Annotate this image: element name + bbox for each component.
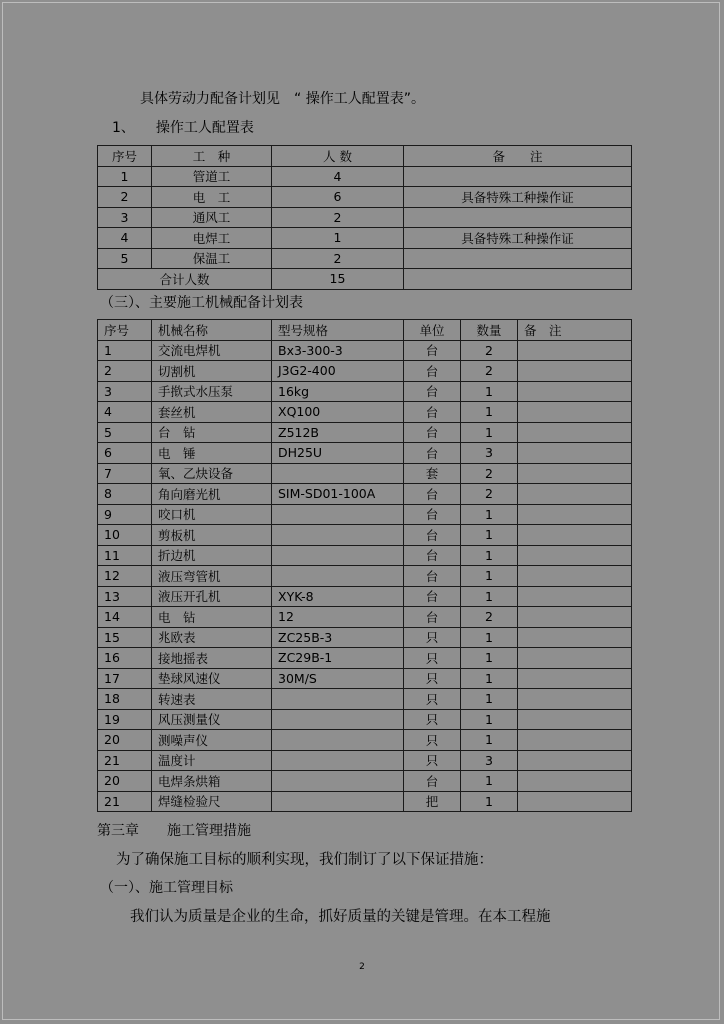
cell-index: 14 — [98, 607, 152, 628]
cell-machine-name: 手揿式水压泵 — [152, 381, 272, 402]
table-row — [98, 791, 632, 812]
section1-title: 1、 操作工人配置表 — [112, 120, 254, 136]
cell-model: 16kg — [272, 381, 404, 402]
cell-quantity: 1 — [461, 422, 518, 443]
cell-index: 3 — [98, 381, 152, 402]
cell-notes — [518, 422, 632, 443]
cell-unit: 台 — [404, 484, 461, 505]
machinery-plan-table — [97, 319, 632, 812]
header-quantity: 数量 — [461, 320, 518, 341]
cell-index: 7 — [98, 463, 152, 484]
cell-quantity: 1 — [461, 627, 518, 648]
table-row — [98, 689, 632, 710]
cell-unit: 只 — [404, 689, 461, 710]
table-header-row — [98, 146, 632, 167]
cell-quantity: 1 — [461, 586, 518, 607]
cell-machine-name: 测噪声仪 — [152, 730, 272, 751]
cell-count: 4 — [272, 166, 404, 187]
table-header-row — [98, 320, 632, 341]
worker-allocation-table — [97, 145, 632, 290]
cell-index: 11 — [98, 545, 152, 566]
cell-quantity: 1 — [461, 402, 518, 423]
cell-index: 2 — [98, 361, 152, 382]
cell-model — [272, 730, 404, 751]
cell-index: 8 — [98, 484, 152, 505]
table-row — [98, 381, 632, 402]
cell-index: 17 — [98, 668, 152, 689]
cell-index: 3 — [98, 207, 152, 228]
cell-unit: 只 — [404, 709, 461, 730]
total-value: 15 — [272, 269, 404, 290]
table-row — [98, 750, 632, 771]
cell-model — [272, 566, 404, 587]
cell-unit: 台 — [404, 361, 461, 382]
cell-notes — [518, 361, 632, 382]
cell-unit: 只 — [404, 648, 461, 669]
total-notes — [404, 269, 632, 290]
cell-notes — [518, 627, 632, 648]
cell-unit: 只 — [404, 750, 461, 771]
cell-index: 4 — [98, 228, 152, 249]
cell-model: Bx3-300-3 — [272, 340, 404, 361]
cell-model — [272, 545, 404, 566]
cell-model: ZC29B-1 — [272, 648, 404, 669]
cell-machine-name: 垫球风速仪 — [152, 668, 272, 689]
cell-notes — [518, 730, 632, 751]
table-row — [98, 187, 632, 208]
table-row — [98, 484, 632, 505]
cell-count: 6 — [272, 187, 404, 208]
cell-unit: 只 — [404, 730, 461, 751]
cell-model — [272, 689, 404, 710]
cell-machine-name: 风压测量仪 — [152, 709, 272, 730]
table-row — [98, 166, 632, 187]
cell-model: DH25U — [272, 443, 404, 464]
cell-machine-name: 电 钻 — [152, 607, 272, 628]
cell-index: 10 — [98, 525, 152, 546]
cell-quantity: 1 — [461, 689, 518, 710]
cell-unit: 只 — [404, 668, 461, 689]
table-row — [98, 627, 632, 648]
header-trade: 工 种 — [152, 146, 272, 167]
chapter3-title: 第三章 施工管理措施 — [97, 823, 251, 839]
header-unit: 单位 — [404, 320, 461, 341]
cell-notes: 具备特殊工种操作证 — [404, 187, 632, 208]
table-row — [98, 668, 632, 689]
cell-index: 20 — [98, 771, 152, 792]
cell-quantity: 1 — [461, 709, 518, 730]
table-row — [98, 730, 632, 751]
cell-notes — [518, 504, 632, 525]
header-index: 序号 — [98, 146, 152, 167]
paragraph-1: 为了确保施工目标的顺利实现，我们制订了以下保证措施： — [116, 852, 493, 868]
cell-quantity: 1 — [461, 771, 518, 792]
cell-unit: 台 — [404, 504, 461, 525]
cell-index: 21 — [98, 791, 152, 812]
cell-notes — [518, 381, 632, 402]
cell-notes — [518, 689, 632, 710]
cell-index: 19 — [98, 709, 152, 730]
cell-machine-name: 电 锤 — [152, 443, 272, 464]
table-row — [98, 463, 632, 484]
cell-model — [272, 709, 404, 730]
cell-unit: 台 — [404, 422, 461, 443]
cell-unit: 台 — [404, 607, 461, 628]
cell-quantity: 1 — [461, 730, 518, 751]
cell-notes — [518, 484, 632, 505]
cell-quantity: 1 — [461, 668, 518, 689]
cell-machine-name: 切割机 — [152, 361, 272, 382]
header-notes: 备 注 — [404, 146, 632, 167]
cell-model: ZC25B-3 — [272, 627, 404, 648]
cell-model — [272, 504, 404, 525]
cell-notes — [404, 207, 632, 228]
cell-model — [272, 791, 404, 812]
cell-index: 12 — [98, 566, 152, 587]
cell-index: 5 — [98, 248, 152, 269]
cell-machine-name: 电焊条烘箱 — [152, 771, 272, 792]
cell-notes — [518, 586, 632, 607]
cell-index: 16 — [98, 648, 152, 669]
cell-model: XQ100 — [272, 402, 404, 423]
table-row — [98, 402, 632, 423]
page-number: 2 — [359, 962, 365, 972]
cell-index: 9 — [98, 504, 152, 525]
cell-trade: 通风工 — [152, 207, 272, 228]
table-row — [98, 586, 632, 607]
table-row — [98, 248, 632, 269]
cell-index: 15 — [98, 627, 152, 648]
cell-index: 1 — [98, 340, 152, 361]
cell-machine-name: 兆欧表 — [152, 627, 272, 648]
cell-model — [272, 525, 404, 546]
cell-machine-name: 焊缝检验尺 — [152, 791, 272, 812]
paragraph-2: 我们认为质量是企业的生命，抓好质量的关键是管理。在本工程施 — [130, 909, 551, 925]
cell-unit: 台 — [404, 545, 461, 566]
cell-quantity: 1 — [461, 504, 518, 525]
cell-unit: 把 — [404, 791, 461, 812]
cell-index: 1 — [98, 166, 152, 187]
header-count: 人 数 — [272, 146, 404, 167]
cell-unit: 台 — [404, 402, 461, 423]
cell-quantity: 2 — [461, 607, 518, 628]
cell-notes — [518, 545, 632, 566]
subsection-1-title: （一）、施工管理目标 — [100, 880, 233, 896]
cell-notes — [518, 566, 632, 587]
cell-model — [272, 771, 404, 792]
table-row — [98, 340, 632, 361]
table-row — [98, 771, 632, 792]
cell-notes — [518, 648, 632, 669]
cell-unit: 台 — [404, 340, 461, 361]
cell-notes — [518, 525, 632, 546]
cell-notes: 具备特殊工种操作证 — [404, 228, 632, 249]
total-label: 合计人数 — [98, 269, 272, 290]
header-model: 型号规格 — [272, 320, 404, 341]
cell-machine-name: 氧、乙炔设备 — [152, 463, 272, 484]
table-row — [98, 228, 632, 249]
cell-notes — [404, 166, 632, 187]
cell-unit: 台 — [404, 771, 461, 792]
cell-trade: 管道工 — [152, 166, 272, 187]
total-row — [98, 269, 632, 290]
table-row — [98, 648, 632, 669]
cell-trade: 电 工 — [152, 187, 272, 208]
cell-model: SIM-SD01-100A — [272, 484, 404, 505]
cell-machine-name: 接地摇表 — [152, 648, 272, 669]
table-row — [98, 709, 632, 730]
cell-count: 2 — [272, 248, 404, 269]
cell-notes — [518, 668, 632, 689]
cell-notes — [518, 607, 632, 628]
cell-unit: 台 — [404, 586, 461, 607]
cell-machine-name: 剪板机 — [152, 525, 272, 546]
cell-index: 5 — [98, 422, 152, 443]
table-row — [98, 207, 632, 228]
cell-quantity: 1 — [461, 381, 518, 402]
cell-machine-name: 台 钻 — [152, 422, 272, 443]
cell-index: 20 — [98, 730, 152, 751]
cell-index: 21 — [98, 750, 152, 771]
table-row — [98, 361, 632, 382]
cell-notes — [518, 771, 632, 792]
cell-machine-name: 折边机 — [152, 545, 272, 566]
header-index: 序号 — [98, 320, 152, 341]
cell-notes — [518, 443, 632, 464]
cell-quantity: 2 — [461, 484, 518, 505]
cell-index: 2 — [98, 187, 152, 208]
cell-notes — [518, 791, 632, 812]
cell-notes — [404, 248, 632, 269]
cell-quantity: 2 — [461, 361, 518, 382]
cell-index: 4 — [98, 402, 152, 423]
cell-model: 30M/S — [272, 668, 404, 689]
cell-model: 12 — [272, 607, 404, 628]
cell-index: 18 — [98, 689, 152, 710]
header-machine-name: 机械名称 — [152, 320, 272, 341]
cell-unit: 台 — [404, 443, 461, 464]
intro-text: 具体劳动力配备计划见 “ 操作工人配置表”。 — [140, 91, 425, 107]
table-row — [98, 545, 632, 566]
cell-trade: 电焊工 — [152, 228, 272, 249]
cell-machine-name: 角向磨光机 — [152, 484, 272, 505]
cell-machine-name: 咬口机 — [152, 504, 272, 525]
cell-machine-name: 温度计 — [152, 750, 272, 771]
table-row — [98, 607, 632, 628]
cell-quantity: 1 — [461, 525, 518, 546]
cell-machine-name: 液压开孔机 — [152, 586, 272, 607]
cell-quantity: 1 — [461, 791, 518, 812]
cell-unit: 台 — [404, 525, 461, 546]
cell-unit: 台 — [404, 381, 461, 402]
cell-model: XYK-8 — [272, 586, 404, 607]
cell-unit: 套 — [404, 463, 461, 484]
cell-machine-name: 交流电焊机 — [152, 340, 272, 361]
cell-quantity: 1 — [461, 566, 518, 587]
cell-model: J3G2-400 — [272, 361, 404, 382]
cell-quantity: 3 — [461, 443, 518, 464]
section3-title: （三）、主要施工机械配备计划表 — [100, 295, 303, 311]
cell-machine-name: 套丝机 — [152, 402, 272, 423]
table-row — [98, 504, 632, 525]
cell-machine-name: 转速表 — [152, 689, 272, 710]
cell-machine-name: 液压弯管机 — [152, 566, 272, 587]
cell-model — [272, 463, 404, 484]
table-row — [98, 525, 632, 546]
cell-trade: 保温工 — [152, 248, 272, 269]
cell-notes — [518, 709, 632, 730]
cell-notes — [518, 463, 632, 484]
cell-quantity: 3 — [461, 750, 518, 771]
cell-index: 6 — [98, 443, 152, 464]
cell-unit: 只 — [404, 627, 461, 648]
cell-quantity: 2 — [461, 463, 518, 484]
table-row — [98, 443, 632, 464]
cell-model — [272, 750, 404, 771]
cell-notes — [518, 402, 632, 423]
cell-index: 13 — [98, 586, 152, 607]
cell-quantity: 1 — [461, 545, 518, 566]
table-row — [98, 422, 632, 443]
cell-model: Z512B — [272, 422, 404, 443]
cell-notes — [518, 340, 632, 361]
header-notes: 备 注 — [518, 320, 632, 341]
table-row — [98, 566, 632, 587]
cell-quantity: 1 — [461, 648, 518, 669]
cell-quantity: 2 — [461, 340, 518, 361]
cell-unit: 台 — [404, 566, 461, 587]
cell-notes — [518, 750, 632, 771]
cell-count: 1 — [272, 228, 404, 249]
cell-count: 2 — [272, 207, 404, 228]
